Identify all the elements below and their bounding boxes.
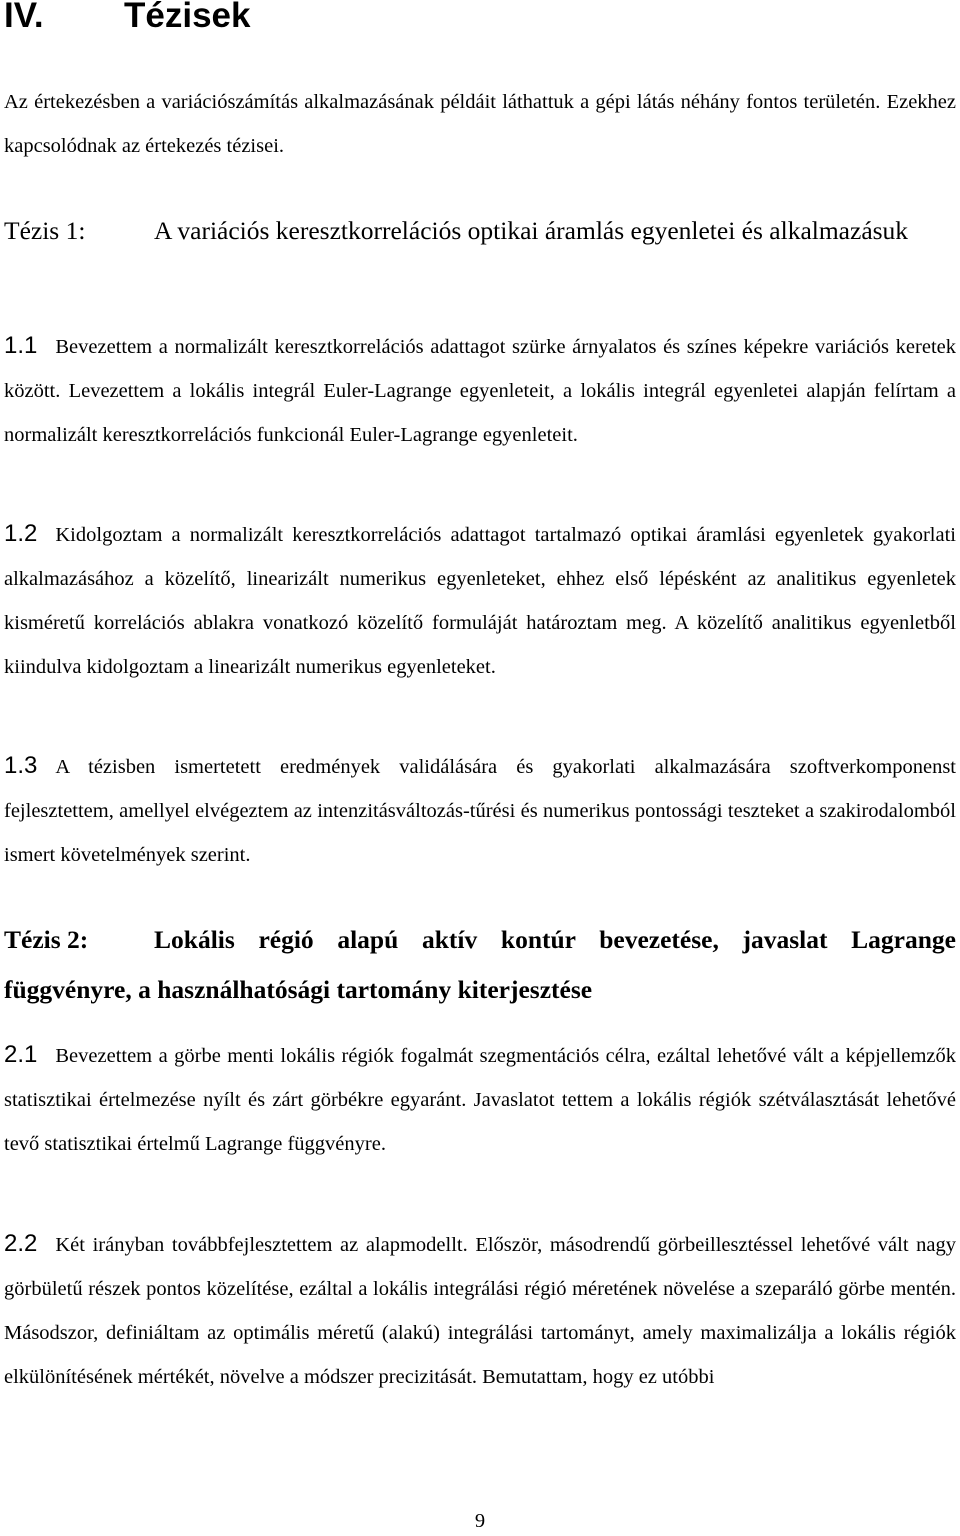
point-text: Bevezettem a görbe menti lokális régiók fogalmát szegmentációs célra, ezáltal lehetővé vált a képjellemzők statisztikai értelmezése nyílt és zárt görbékre egyaránt. Javaslatot tettem a lokális régiók szétválasztását lehetővé tevő statisztikai értelmű Lagrange függvényre.	[4, 1045, 956, 1155]
thesis1-heading	[4, 206, 956, 256]
thesis2-point-1	[4, 1033, 956, 1166]
thesis2-point-2	[4, 1222, 956, 1399]
point-text: A tézisben ismertetett eredmények validálására és gyakorlati alkalmazására szoftverkomponenst fejlesztettem, amellyel elvégeztem az intenzitásváltozás-tűrési és numerikus pontossági teszteket a szakirodalomból ismert követelmények szerint.	[4, 756, 956, 866]
thesis2-title: Lokális régió alapú aktív kontúr bevezetése, javaslat Lagrange függvényre, a használhatósági tartomány kiterjesztése	[4, 925, 956, 1004]
point-text: Bevezettem a normalizált keresztkorrelációs adattagot szürke árnyalatos és színes képekre variációs keretek között. Levezettem a lokális integrál Euler-Lagrange egyenleteit, a lokális integrál egyenletei alapján felírtam a normalizált keresztkorrelációs funkcionál Euler-Lagrange egyenleteit.	[4, 336, 956, 446]
point-text: Kidolgoztam a normalizált keresztkorrelációs adattagot tartalmazó optikai áramlási egyenletek gyakorlati alkalmazásához a közelítő, linearizált numerikus egyenleteket, ehhez első lépésként az analitikus egyenletek kisméretű korrelációs ablakra vonatkozó közelítő formuláját határoztam meg. A közelítő analitikus egyenletből kiindulva kidolgoztam a linearizált numerikus egyenleteket.	[4, 524, 956, 678]
point-text: Két irányban továbbfejlesztettem az alapmodellt. Először, másodrendű görbeillesztéssel lehetővé vált nagy görbületű részek pontos közelítése, ezáltal a lokális integrálási régió méretének növelése a szeparáló görbe mentén. Másodszor, definiáltam az optimális méretű (alakú) integrálási tartományt, amely maximalizálja a lokális régiók elkülönítésének mértékét, növelve a módszer precizitását. Bemutattam, hogy ez utóbbi	[4, 1234, 956, 1388]
thesis1-point-3	[4, 744, 956, 877]
chapter-heading	[4, 0, 250, 38]
chapter-number: IV.	[4, 0, 44, 35]
point-number: 2.1	[4, 1041, 38, 1068]
intro-paragraph: Az értekezésben a variációszámítás alkalmazásának példáit láthattuk a gépi látás néhány fontos területén. Ezekhez kapcsolódnak az értekezés tézisei.	[4, 91, 956, 157]
thesis1-label: Tézis 1:	[4, 216, 86, 245]
thesis1-title: A variációs keresztkorrelációs optikai áramlás egyenletei és alkalmazásuk	[154, 216, 909, 245]
point-number: 1.3	[4, 752, 38, 779]
point-number: 1.1	[4, 332, 38, 359]
thesis2-heading	[4, 915, 956, 1015]
point-number: 2.2	[4, 1230, 38, 1257]
page-number: 9	[474, 1510, 486, 1532]
point-number: 1.2	[4, 520, 38, 547]
chapter-title: Tézisek	[124, 0, 251, 35]
thesis1-point-1	[4, 324, 956, 457]
thesis2-label: Tézis 2:	[4, 925, 89, 954]
thesis1-point-2	[4, 512, 956, 689]
